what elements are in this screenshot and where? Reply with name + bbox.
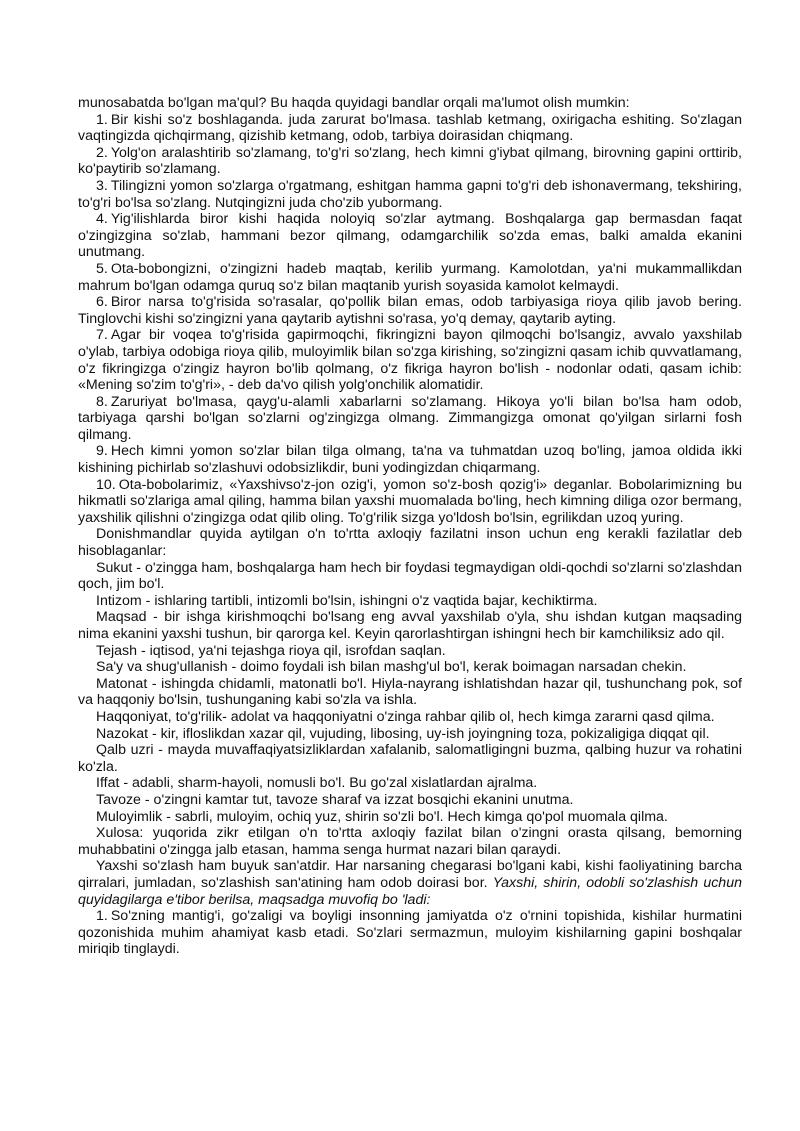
paragraph-text: Hech kimni yomon so'zlar bilan tilga olmang, ta'na va tuhmatdan uzoq bo'ling, jamoa oldida ikki kishining pichirlab so'zlashuvi odobsizlikdir, buni yodingizdan chiqarmang. [78, 443, 742, 477]
paragraph-text: Tejash - iqtisod, ya'ni tejashga rioya qil, isrofdan saqlan. [96, 642, 446, 659]
paragraph [78, 726, 742, 743]
paragraph-text: Tavoze - o'zingni kamtar tut, tavoze sharaf va izzat bosqichi ekanini unutma. [96, 791, 574, 808]
item-number: 6. [96, 294, 108, 311]
paragraph-text: Yaxshi so'zlash ham buyuk san'atdir. Har narsaning chegarasi bo'lgani kabi, kishi faoliyatining barcha qirralari, jumladan, so'zlashish san'atining ham odob doirasi bor. [78, 858, 742, 891]
paragraph [78, 560, 742, 593]
item-number: 7. [96, 327, 108, 344]
paragraph [78, 659, 742, 676]
paragraph [78, 775, 742, 792]
paragraph [78, 809, 742, 826]
numbered-paragraph [78, 294, 742, 327]
paragraph-text: Ota-bobolarimiz, «Yaxshivso'z-jon ozig'i, yomon so'z-bosh qozig'i» deganlar. Bobolarimizning bu hikmatli so'zlariga amal qiling, hamma bilan yaxshi muomalada bo'ling, hech kimning diliga ozor bermang, yaxshilik qilishni o'zingizga odat qilib oling. To'g'rilik sizga yo'ldosh bo'lsin, egrilikdan uzoq yuring. [78, 476, 742, 526]
paragraph-text: Yig'ilishlarda biror kishi haqida noloyiq so'zlar aytmang. Boshqalarga gap bermasdan faqat o'zingizgina so'zlab, hammani bezor qilmang, odamgarchilik so'zda emas, balki amalda ekanini unutmang. [78, 211, 742, 261]
paragraph [78, 742, 742, 775]
paragraph [78, 609, 742, 642]
paragraph [78, 643, 742, 660]
paragraph-text: Sa'y va shug'ullanish - doimo foydali ish bilan mashg'ul bo'l, kerak boimagan narsadan chekin. [96, 659, 687, 676]
item-number: 3. [96, 177, 108, 194]
item-number: 8. [96, 393, 108, 410]
paragraph [78, 825, 742, 858]
paragraph-text: Haqqoniyat, to'g'rilik- adolat va haqqoniyatni o'zinga rahbar qilib ol, hech kimga zararni qasd qilma. [96, 708, 715, 725]
item-number: 4. [96, 211, 108, 228]
paragraph-text: Matonat - ishingda chidamli, matonatli bo'l. Hiyla-nayrang ishlatishdan hazar qil, tushunchang pok, sof va haqqoniy bo'lsin, tushunganing kabi so'zla va ishla. [78, 675, 742, 709]
paragraph [78, 792, 742, 809]
paragraph-text: Intizom - ishlaring tartibli, intizomli bo'lsin, ishingni o'z vaqtida bajar, kechiktirma. [96, 592, 598, 609]
paragraph [78, 676, 742, 709]
item-number: 10. [96, 476, 116, 493]
item-number: 9. [96, 443, 108, 460]
paragraph-text: Muloyimlik - sabrli, muloyim, ochiq yuz, shirin so'zli bo'l. Hech kimga qo'pol muomala qilma. [96, 808, 668, 825]
paragraph-text: So'zning mantig'i, go'zaligi va boyligi insonning jamiyatda o'z o'rnini topishida, kishilar hurmatini qozonishida muhim ahamiyat kasb etadi. So'zlari sermazmun, muloyim kishilarning gapini boshqalar miriqib tinglaydi. [78, 908, 742, 958]
paragraph [78, 858, 742, 908]
paragraph [78, 526, 742, 559]
numbered-paragraph [78, 443, 742, 476]
paragraph-text: Zaruriyat bo'lmasa, qayg'u-alamli xabarlarni so'zlamang. Hikoya yo'li bilan bo'lsa ham odob, tarbiyaga qarshi bo'lgan so'zlarni og'zingizga olmang. Zimmangizga omonat qo'yilgan sirlarni fosh qilmang. [78, 393, 742, 443]
numbered-paragraph [78, 211, 742, 261]
numbered-paragraph [78, 908, 742, 958]
italic-text: Yaxshi, shirin, odobli so'zlashish uchun quyidagilarga e'tibor berilsa, maqsadga muvofiq bo 'ladi: [78, 874, 742, 908]
paragraph-text: Xulosa: yuqorida zikr etilgan o'n to'rtta axloqiy fazilat bilan o'zingni orasta qilsang, bemorning muhabbatini o'zingga jalb etasan, hamma senga hurmat nazari bilan qaraydi. [78, 825, 742, 858]
item-number: 2. [96, 144, 108, 161]
paragraph-text: Agar bir voqea to'g'risida gapirmoqchi, fikringizni bayon qilmoqchi bo'lsangiz, avvalo yaxshilab o'ylab, tarbiya odobiga rioya qilib, muloyimlik bilan so'zga kirishing, so'zingizni qasam ichib quvvatlamang, o'z fikringizga o'zingiz hayron bo'lib qolmang, o'z fikriga hayron bo'lish - nodonlar odati, qasam ichib: «Mening so'zim to'g'ri», - deb da'vo qilish yolg'onchilik alomatidir. [78, 327, 742, 394]
paragraph [78, 593, 742, 610]
paragraph-text: Nazokat - kir, ifloslikdan xazar qil, vujuding, libosing, uy-ish joyingning toza, pokizaligiga diqqat qil. [96, 725, 710, 742]
numbered-paragraph [78, 178, 742, 211]
paragraph-text: Sukut - o'zingga ham, boshqalarga ham hech bir foydasi tegmaydigan oldi-qochdi so'zlarni so'zlashdan qoch, jim bo'l. [78, 559, 742, 593]
paragraph-text: munosabatda bo'lgan ma'qul? Bu haqda quyidagi bandlar orqali ma'lumot olish mumkin: [78, 95, 630, 111]
numbered-paragraph [78, 145, 742, 178]
paragraph-text: Yolg'on aralashtirib so'zlamang, to'g'ri so'zlang, hech kimni g'iybat qilmang, birovning gapini orttirib, ko'paytirib so'zlamang. [78, 144, 742, 178]
paragraph-text: Qalb uzri - mayda muvaffaqiyatsizliklardan xafalanib, salomatligingni buzma, qalbing huzur va rohatini ko'zla. [78, 742, 742, 775]
paragraph-text: Iffat - adabli, sharm-hayoli, nomusli bo'l. Bu go'zal xislatlardan ajralma. [96, 775, 538, 792]
paragraph [78, 95, 742, 112]
paragraph-text: Maqsad - bir ishga kirishmoqchi bo'lsang eng avval yaxshilab o'yla, shu ishdan kutgan maqsading nima ekanini yaxshi tushun, bir qarorga kel. Keyin qarorlashtirgan ishingni hech bir kamchiliksiz ado qil. [78, 609, 742, 642]
numbered-paragraph [78, 112, 742, 145]
paragraph-text: Biror narsa to'g'risida so'rasalar, qo'pollik bilan emas, odob tarbiyasiga rioya qilib javob bering. Tinglovchi kishi so'zingizni yana qaytarib aytishni so'rasa, yo'q demay, qaytarib ayting. [78, 294, 742, 327]
paragraph-text: Bir kishi so'z boshlaganda. juda zarurat bo'lmasa. tashlab ketmang, oxirigacha eshiting. So'zlagan vaqtingizda qichqirmang, qizishib ketmang, odob, tarbiya doirasidan chiqmang. [78, 111, 742, 145]
paragraph-text: Tilingizni yomon so'zlarga o'rgatmang, eshitgan hamma gapni to'g'ri deb ishonavermang, tekshiring, to'g'ri bo'lsa so'zlang. Nutqingizni juda cho'zib yubormang. [78, 177, 742, 211]
item-number: 1. [96, 908, 108, 925]
numbered-paragraph [78, 261, 742, 294]
numbered-paragraph [78, 394, 742, 444]
numbered-paragraph [78, 477, 742, 527]
paragraph [78, 709, 742, 726]
item-number: 1. [96, 111, 108, 128]
item-number: 5. [96, 260, 108, 277]
paragraph-text: Ota-bobongizni, o'zingizni hadeb maqtab, kerilib yurmang. Kamolotdan, ya'ni mukammallikdan mahrum bo'lgan odamga quruq so'z bilan maqtanib yurish soyasida kamolot kelmaydi. [78, 260, 742, 294]
numbered-paragraph [78, 327, 742, 393]
paragraph-text: Donishmandlar quyida aytilgan o'n to'rtta axloqiy fazilatni inson uchun eng kerakli fazilatlar deb hisoblaganlar: [78, 526, 742, 560]
